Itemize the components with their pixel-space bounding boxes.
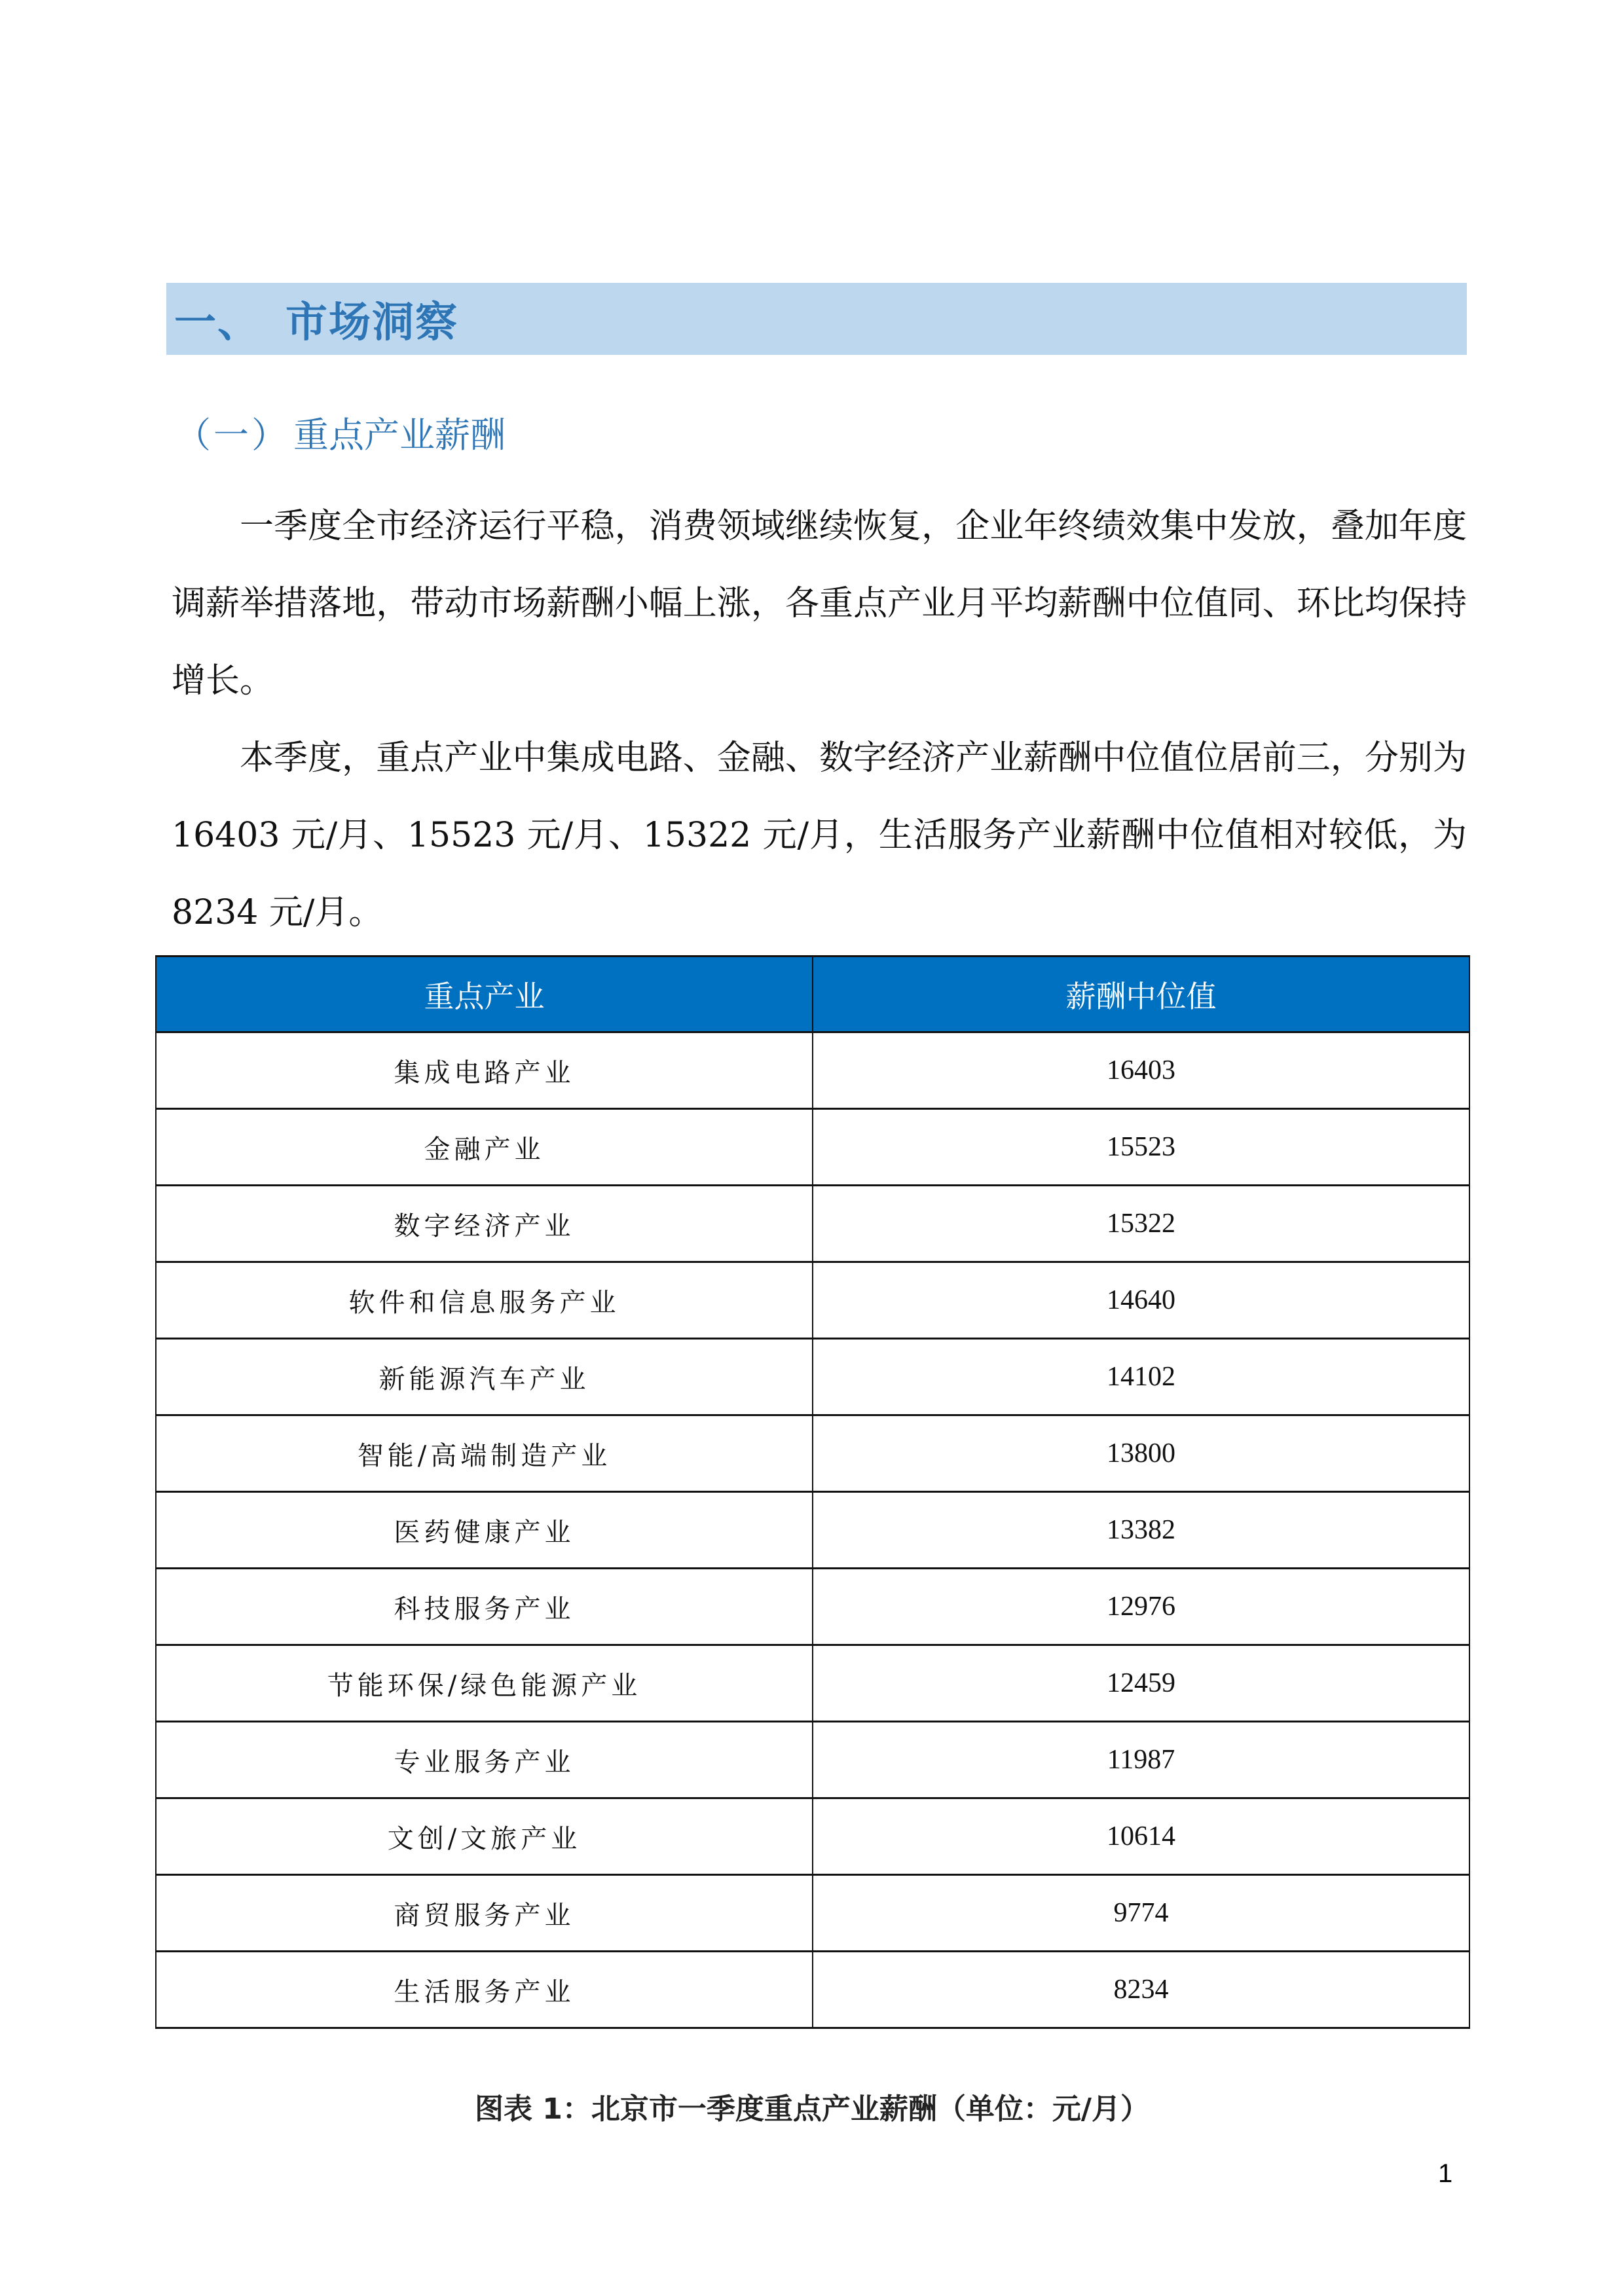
median-salary-cell: 8234 [813,1952,1469,2028]
section-heading-bar [166,283,1467,355]
industry-cell: 商贸服务产业 [156,1875,813,1952]
section-number: 一、 [174,299,261,347]
table-row [156,1645,1469,1722]
industry-cell: 智能/高端制造产业 [156,1415,813,1492]
median-salary-cell: 10614 [813,1798,1469,1875]
industry-cell: 集成电路产业 [156,1032,813,1109]
industry-cell: 科技服务产业 [156,1569,813,1645]
paragraph-top-industries: 本季度，重点产业中集成电路、金融、数字经济产业薪酬中位值位居前三，分别为 16403 元/月、15523 元/月、15322 元/月，生活服务产业薪酬中位值相对较低，为 8234 元/月。 [172,738,1467,932]
industry-cell: 数字经济产业 [156,1186,813,1262]
table-row [156,1798,1469,1875]
table-row [156,1952,1469,2028]
page-number: 1 [1438,2159,1453,2188]
section-title: 市场洞察 [286,299,458,347]
column-header-industry: 重点产业 [156,957,813,1032]
paragraph-economy-overview: 一季度全市经济运行平稳，消费领域继续恢复，企业年终绩效集中发放，叠加年度调薪举措落地，带动市场薪酬小幅上涨，各重点产业月平均薪酬中位值同、环比均保持增长。 [172,507,1467,701]
table-row [156,1415,1469,1492]
median-salary-cell: 15322 [813,1186,1469,1262]
table-row [156,1722,1469,1798]
table-row [156,1569,1469,1645]
industry-cell: 医药健康产业 [156,1492,813,1569]
table-row [156,1186,1469,1262]
industry-cell: 专业服务产业 [156,1722,813,1798]
median-salary-cell: 16403 [813,1032,1469,1109]
median-salary-cell: 12459 [813,1645,1469,1722]
subsection-title: 重点产业薪酬 [293,414,506,456]
median-salary-cell: 15523 [813,1109,1469,1186]
industry-salary-table [155,955,1470,2029]
industry-cell: 文创/文旅产业 [156,1798,813,1875]
subsection-heading [175,406,506,458]
median-salary-cell: 9774 [813,1875,1469,1952]
median-salary-cell: 14102 [813,1339,1469,1415]
column-header-median-salary: 薪酬中位值 [813,957,1469,1032]
table-row [156,1109,1469,1186]
table-row [156,1262,1469,1339]
table-row [156,1339,1469,1415]
industry-cell: 生活服务产业 [156,1952,813,2028]
table-header-row [156,957,1469,1032]
industry-cell: 节能环保/绿色能源产业 [156,1645,813,1722]
table-row [156,1875,1469,1952]
subsection-number: （一） [175,414,289,456]
median-salary-cell: 14640 [813,1262,1469,1339]
table-row [156,1032,1469,1109]
median-salary-cell: 13800 [813,1415,1469,1492]
industry-cell: 新能源汽车产业 [156,1339,813,1415]
industry-cell: 金融产业 [156,1109,813,1186]
median-salary-cell: 13382 [813,1492,1469,1569]
table-row [156,1492,1469,1569]
median-salary-cell: 12976 [813,1569,1469,1645]
table-caption: 图表 1：北京市一季度重点产业薪酬（单位：元/月） [474,2092,1149,2126]
industry-cell: 软件和信息服务产业 [156,1262,813,1339]
median-salary-cell: 11987 [813,1722,1469,1798]
